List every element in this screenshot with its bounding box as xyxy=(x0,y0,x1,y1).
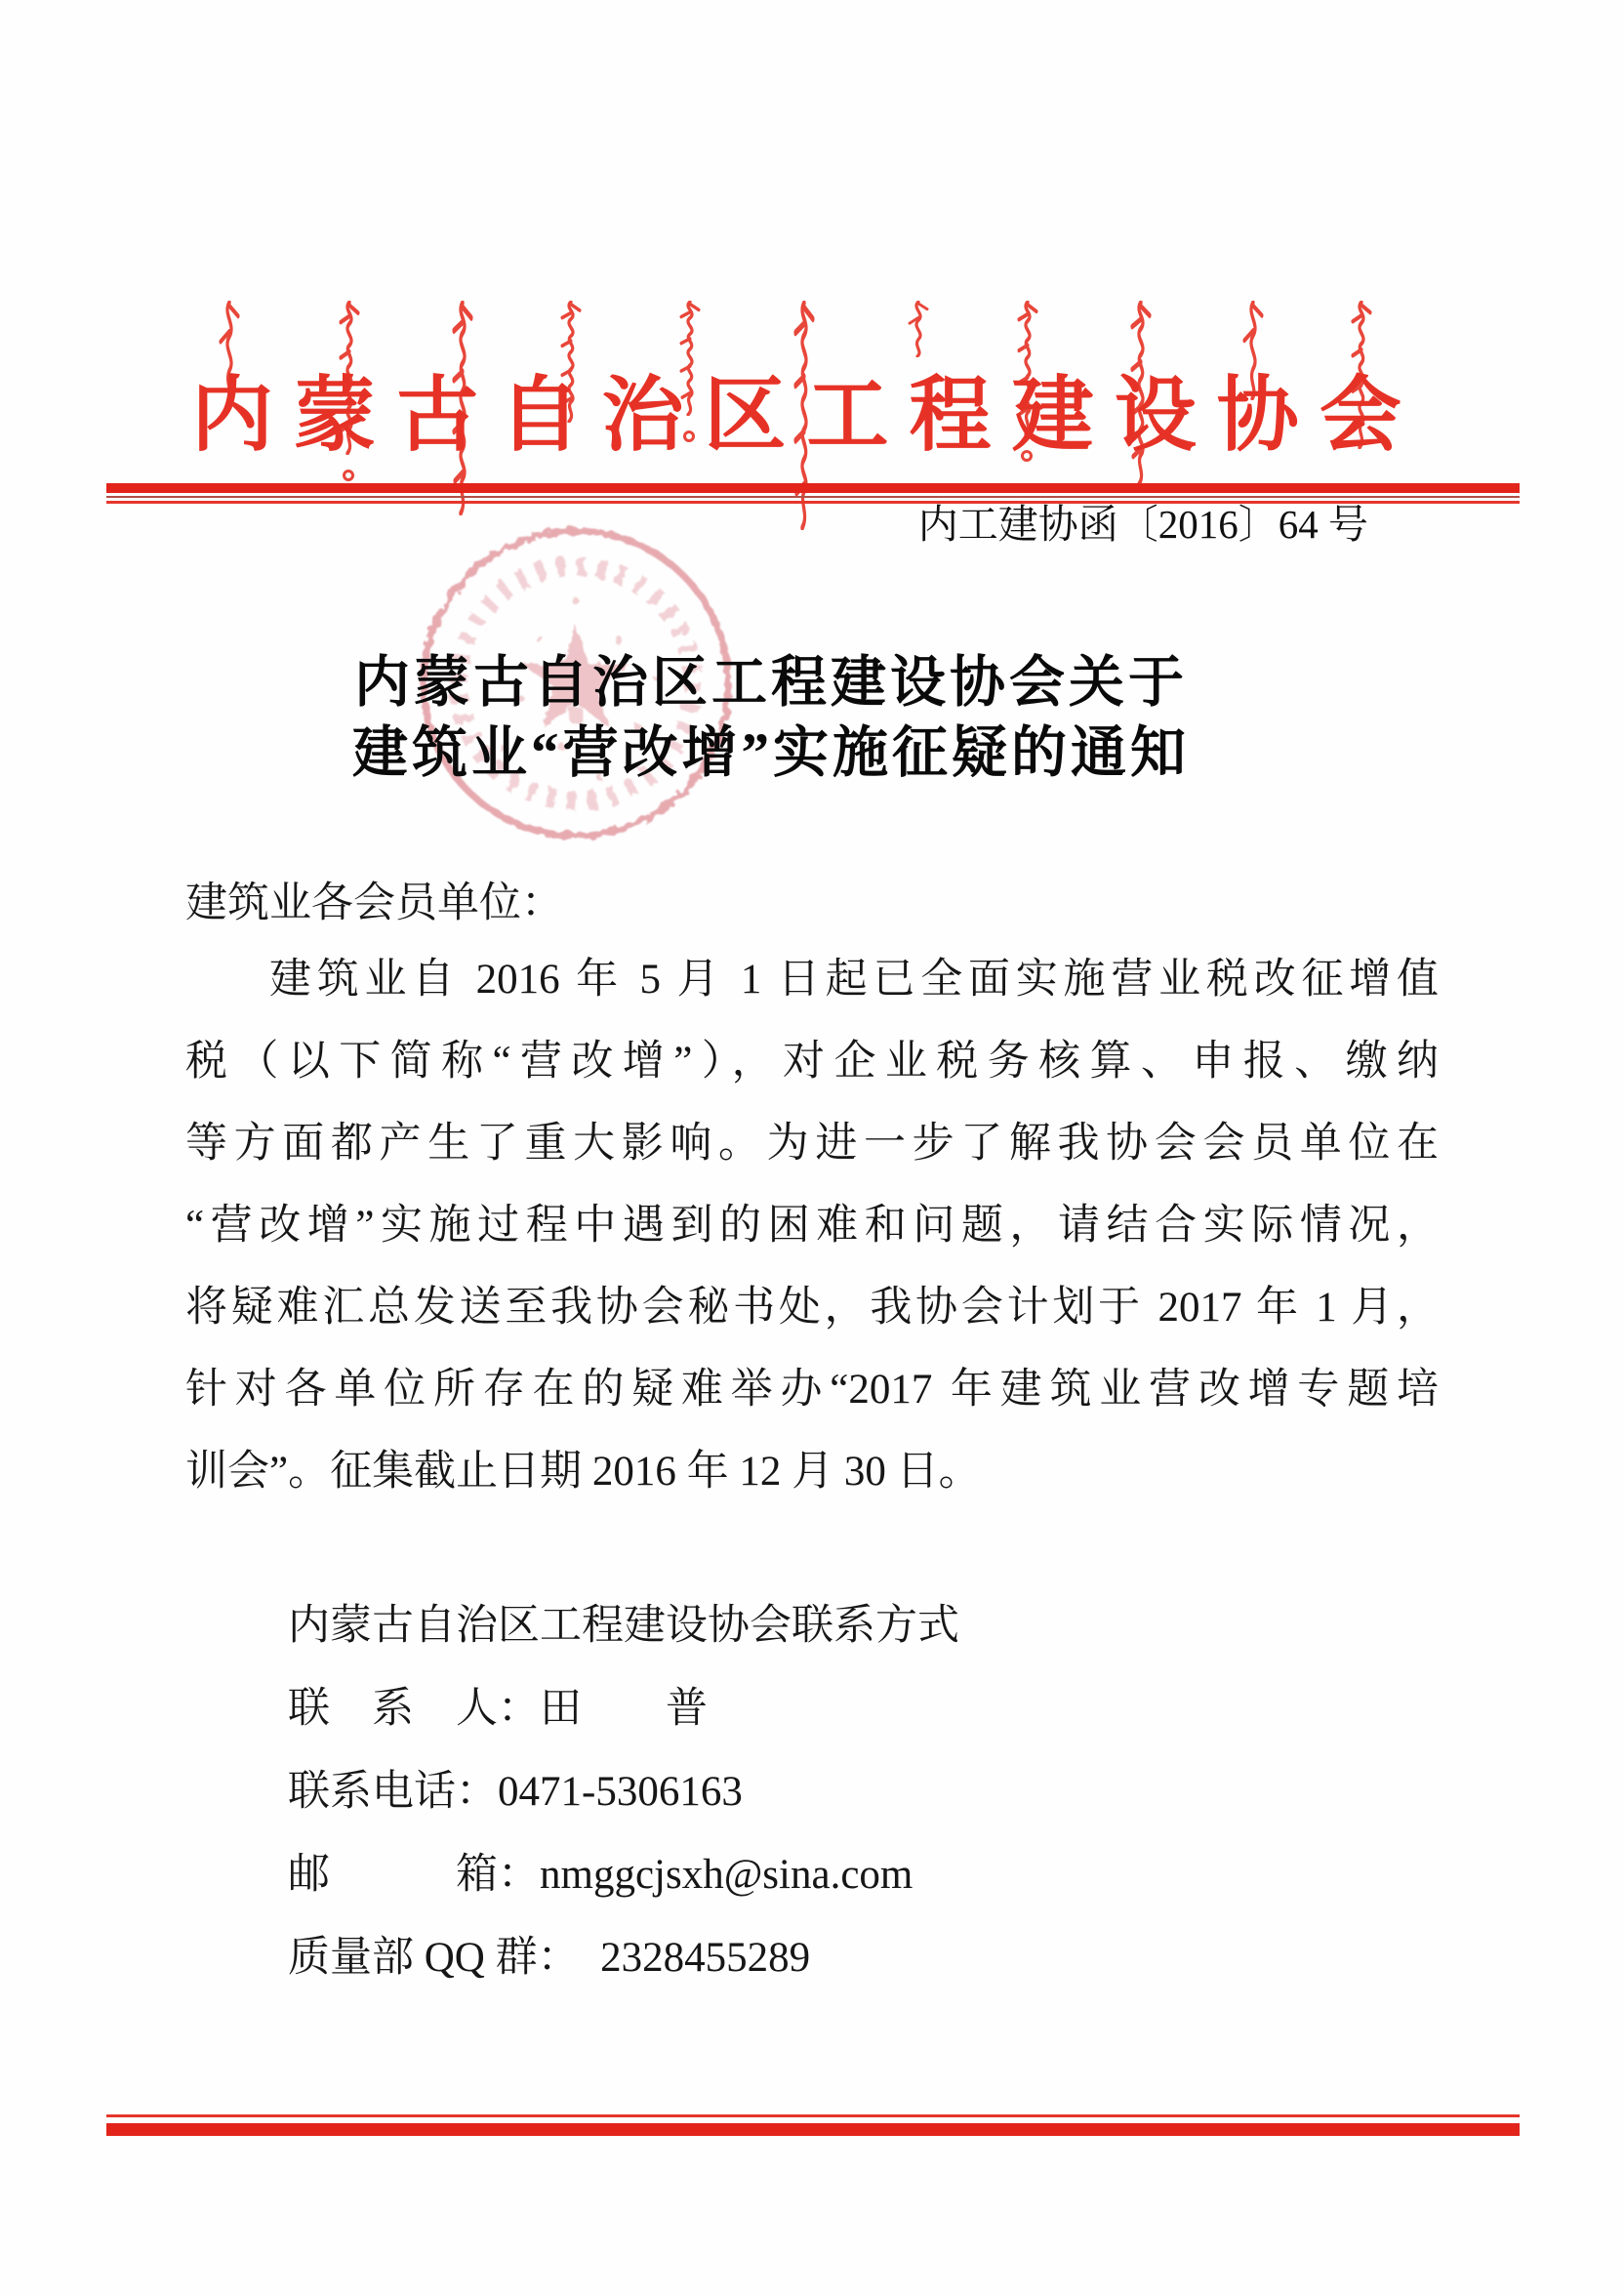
document-title xyxy=(0,648,1542,789)
footer-rule-thick xyxy=(106,2123,1520,2136)
footer-rule-thin xyxy=(106,2114,1520,2117)
header-rule-thick xyxy=(106,483,1520,493)
mongolian-script-column xyxy=(906,301,931,357)
contact-phone-line: 联系电话：0471-5306163 xyxy=(288,1769,743,1815)
contact-email-line: 邮 箱：nmggcjsxh@sina.com xyxy=(288,1852,914,1898)
document-number: 内工建协函〔2016〕64 号 xyxy=(917,502,1368,547)
contact-qq-line: 质量部 QQ 群： 2328455289 xyxy=(288,1935,811,1981)
paragraph-line: “营改增”实施过程中遇到的困难和问题，请结合实际情况， xyxy=(185,1203,1439,1249)
masthead-org-name: 内 蒙 古 自 治 区 工 程 建 设 协 会 xyxy=(191,371,1401,462)
paragraph-line: 针对各单位所存在的疑难举办“2017 年建筑业营改增专题培 xyxy=(185,1367,1439,1413)
paragraph-line: 将疑难汇总发送至我协会秘书处，我协会计划于 2017 年 1 月， xyxy=(185,1285,1439,1331)
header-rule-mid xyxy=(106,496,1520,498)
document-title-line-2: 建筑业“营改增”实施征疑的通知 xyxy=(352,722,1190,784)
mongolian-word-mark xyxy=(342,469,355,482)
contact-person-line: 联 系 人：田 普 xyxy=(288,1686,708,1732)
body-paragraph xyxy=(185,939,1439,1513)
paragraph-line: 训会”。征集截止日期 2016 年 12 月 30 日。 xyxy=(185,1449,981,1495)
document-title-line-1: 内蒙古自治区工程建设协会关于 xyxy=(354,652,1188,714)
paragraph-line: 等方面都产生了重大影响。为进一步了解我协会会员单位在 xyxy=(185,1121,1439,1167)
salutation: 建筑业各会员单位： xyxy=(185,881,563,926)
paragraph-line: 建筑业自 2016 年 5 月 1 日起已全面实施营业税改征增值 xyxy=(269,957,1439,1003)
contact-heading: 内蒙古自治区工程建设协会联系方式 xyxy=(288,1603,959,1649)
paragraph-line: 税（以下简称“营改增”），对企业税务核算、申报、缴纳 xyxy=(185,1039,1439,1085)
